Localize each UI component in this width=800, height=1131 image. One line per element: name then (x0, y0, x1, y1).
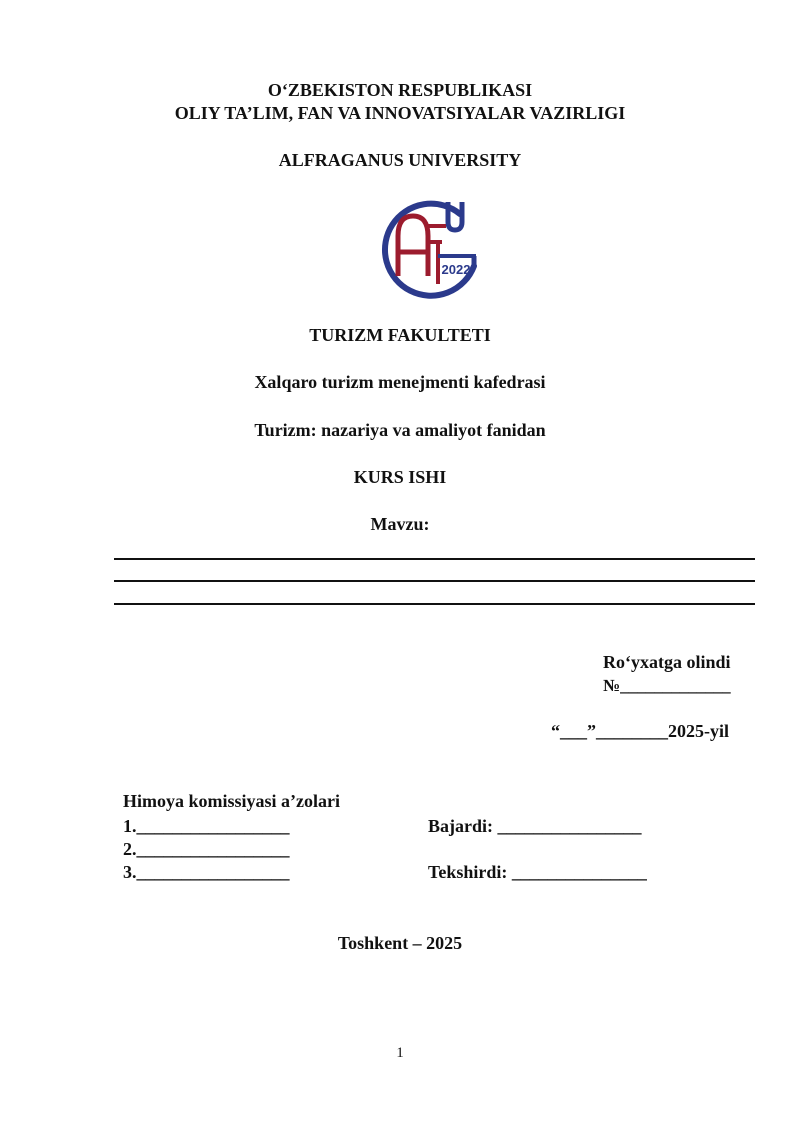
topic-label: Mavzu: (370, 514, 430, 534)
university-heading: ALFRAGANUS UNIVERSITY (278, 150, 522, 170)
registration-label: Ro‘yxatga olindi (603, 652, 731, 672)
faculty-heading: TURIZM FAKULTETI (309, 325, 491, 345)
ministry-heading: OLIY TA’LIM, FAN VA INNOVATSIYALAR VAZIRLIGI (174, 103, 626, 123)
registration-date: “___”________2025-yil (551, 721, 729, 741)
registration-number: №_____________ (603, 676, 731, 695)
country-heading: O‘ZBEKISTON RESPUBLIKASI (267, 80, 533, 100)
city-year: Toshkent – 2025 (337, 933, 463, 953)
university-logo (376, 192, 482, 302)
subject-heading: Turizm: nazariya va amaliyot fanidan (254, 420, 546, 440)
commission-member-3: 3._________________ (123, 862, 290, 882)
topic-line-3 (114, 603, 755, 605)
topic-line-1 (114, 558, 755, 560)
page-number: 1 (396, 1045, 404, 1061)
logo-year: 2022 (441, 262, 471, 277)
commission-title: Himoya komissiyasi a’zolari (123, 791, 340, 811)
completed-by: Bajardi: ________________ (428, 816, 642, 836)
department-heading: Xalqaro turizm menejmenti kafedrasi (254, 372, 546, 392)
commission-member-1: 1._________________ (123, 816, 290, 836)
checked-by: Tekshirdi: _______________ (428, 862, 647, 882)
work-type-heading: KURS ISHI (353, 467, 447, 487)
topic-line-2 (114, 580, 755, 582)
commission-member-2: 2._________________ (123, 839, 290, 859)
